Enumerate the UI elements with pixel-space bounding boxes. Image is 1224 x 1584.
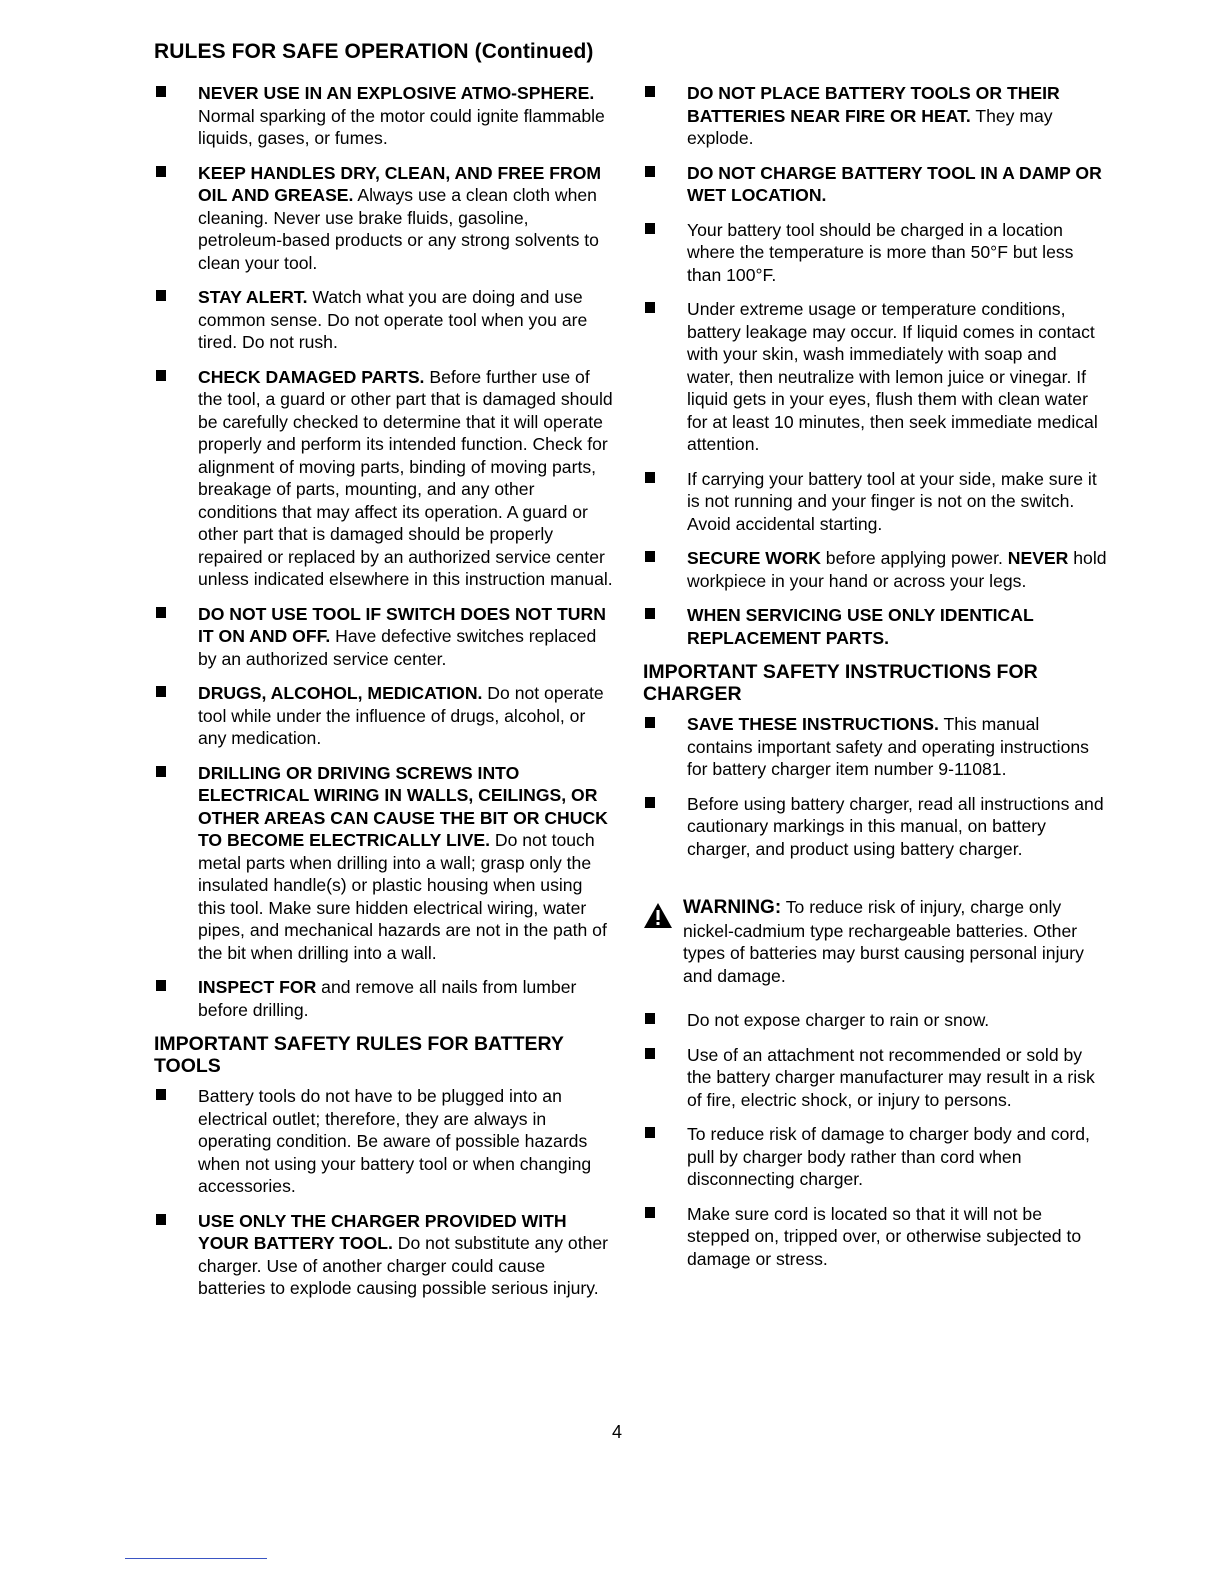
square-bullet-icon — [645, 302, 655, 313]
square-bullet-icon — [645, 717, 655, 728]
square-bullet-icon — [645, 1207, 655, 1218]
square-bullet-icon — [645, 166, 655, 177]
list-item — [643, 1044, 1108, 1112]
item-lead: SAVE THESE INSTRUCTIONS. — [687, 714, 939, 734]
list-item — [154, 286, 614, 354]
item-text: If carrying your battery tool at your side, make sure it is not running and your finger is not on the switch. Avoid accidental starting. — [687, 468, 1097, 534]
item-text: Always use a clean cloth when cleaning. Never use brake fluids, gasoline, petroleum-based products or any strong solvents to clean your tool. — [198, 185, 599, 273]
item-lead: WHEN SERVICING USE ONLY IDENTICAL REPLACEMENT PARTS. — [687, 605, 1034, 648]
square-bullet-icon — [156, 1214, 166, 1225]
list-item — [643, 468, 1108, 536]
square-bullet-icon — [645, 1048, 655, 1059]
left-column — [154, 82, 614, 1312]
square-bullet-icon — [156, 686, 166, 697]
item-text: Do not substitute any other charger. Use of another charger could cause batteries to explode causing possible serious injury. — [198, 1233, 609, 1298]
item-text: Make sure cord is located so that it will not be stepped on, tripped over, or otherwise subjected to damage or stress. — [687, 1203, 1082, 1269]
square-bullet-icon — [156, 86, 166, 97]
item-text: Your battery tool should be charged in a location where the temperature is more than 50°F but less than 100°F. — [687, 219, 1074, 285]
item-lead: STAY ALERT. — [198, 287, 308, 307]
list-item — [643, 1203, 1108, 1271]
square-bullet-icon — [156, 370, 166, 381]
list-item — [643, 1009, 1108, 1032]
battery-section-title: IMPORTANT SAFETY RULES FOR BATTERY TOOLS — [154, 1033, 564, 1077]
item-lead: KEEP HANDLES DRY, CLEAN, AND FREE FROM OIL AND GREASE. — [198, 162, 602, 205]
item-text: Use of an attachment not recommended or sold by the battery charger manufacturer may result in a risk of fire, electric shock, or injury to persons. — [687, 1044, 1095, 1110]
square-bullet-icon — [645, 472, 655, 483]
item-text: They may explode. — [687, 105, 1053, 148]
list-item — [643, 298, 1108, 456]
square-bullet-icon — [156, 607, 166, 618]
item-lead: DO NOT USE TOOL IF SWITCH DOES NOT TURN IT ON AND OFF. — [198, 603, 606, 646]
item-lead: DO NOT CHARGE BATTERY TOOL IN A DAMP OR WET LOCATION. — [687, 162, 1102, 205]
item-lead-secondary: NEVER — [1007, 548, 1069, 568]
item-text: and remove all nails from lumber before drilling. — [198, 977, 577, 1020]
item-lead: DRILLING OR DRIVING SCREWS INTO ELECTRICAL WIRING IN WALLS, CEILINGS, OR OTHER AREAS CAN CAUSE THE BIT OR CHUCK TO BECOME ELECTRICALLY LIVE. — [198, 762, 608, 850]
list-item — [154, 603, 614, 671]
list-item — [643, 793, 1108, 861]
square-bullet-icon — [156, 1089, 166, 1100]
item-text: Before further use of the tool, a guard or other part that is damaged should be carefully checked to determine that it will operate properly and perform its intended function. Check for alignment of moving parts, binding of moving parts, breakage of parts, mounting, and any other conditions that may affect its operation. A guard or other part that is damaged should be properly repaired or replaced by an authorized service center unless indicated elsewhere in this instruction manual. — [198, 366, 613, 589]
list-item — [154, 1210, 614, 1300]
list-item — [154, 366, 614, 591]
square-bullet-icon — [645, 1013, 655, 1024]
square-bullet-icon — [645, 86, 655, 97]
list-item — [643, 547, 1108, 592]
square-bullet-icon — [156, 980, 166, 991]
list-item — [643, 162, 1108, 207]
item-text: Under extreme usage or temperature conditions, battery leakage may occur. If liquid comes in contact with your skin, wash immediately with soap and water, then neutralize with lemon juice or vinegar. If liquid gets in your eyes, flush them with clean water for at least 10 minutes, then seek immediate medical attention. — [687, 299, 1098, 454]
page-number: 4 — [612, 1422, 623, 1442]
item-lead: DO NOT PLACE BATTERY TOOLS OR THEIR BATTERIES NEAR FIRE OR HEAT. — [687, 83, 1060, 126]
right-column — [643, 82, 1108, 1282]
list-item — [643, 713, 1108, 781]
list-item — [154, 162, 614, 275]
item-lead: USE ONLY THE CHARGER PROVIDED WITH YOUR BATTERY TOOL. — [198, 1210, 567, 1253]
square-bullet-icon — [645, 223, 655, 234]
square-bullet-icon — [156, 290, 166, 301]
list-item — [154, 762, 614, 965]
list-item — [643, 1123, 1108, 1191]
list-item — [643, 82, 1108, 150]
item-text: Watch what you are doing and use common sense. Do not operate tool when you are tired. Do not rush. — [198, 287, 588, 352]
warning-triangle-icon — [643, 902, 673, 929]
item-text: Normal sparking of the motor could ignite flammable liquids, gases, or fumes. — [198, 105, 605, 148]
item-text: Do not operate tool while under the influence of drugs, alcohol, or any medication. — [198, 683, 604, 748]
warning-label: WARNING: — [683, 897, 782, 918]
square-bullet-icon — [156, 766, 166, 777]
list-item — [154, 976, 614, 1021]
item-text: Before using battery charger, read all instructions and cautionary markings in this manual, on battery charger, and product using battery charger. — [687, 793, 1104, 859]
item-lead: INSPECT FOR — [198, 977, 317, 997]
warning-block — [643, 896, 1108, 987]
square-bullet-icon — [645, 797, 655, 808]
list-item — [643, 604, 1108, 649]
charger-section-title: IMPORTANT SAFETY INSTRUCTIONS FOR CHARGER — [643, 661, 1038, 705]
square-bullet-icon — [645, 551, 655, 562]
item-text-secondary: hold workpiece in your hand or across your legs. — [687, 548, 1107, 591]
page-heading: RULES FOR SAFE OPERATION (Continued) — [154, 40, 594, 63]
item-text: Have defective switches replaced by an authorized service center. — [198, 626, 597, 669]
item-lead: DRUGS, ALCOHOL, MEDICATION. — [198, 683, 483, 703]
warning-text: To reduce risk of injury, charge only nickel-cadmium type rechargeable batteries. Other types of batteries may burst causing personal injury and damage. — [683, 897, 1084, 986]
list-item — [154, 1085, 614, 1198]
item-text: Do not touch metal parts when drilling into a wall; grasp only the insulated handle(s) or plastic housing when using this tool. Make sure hidden electrical wiring, water pipes, and mechanical hazards are not in the path of the bit when drilling into a wall. — [198, 830, 607, 963]
item-text: To reduce risk of damage to charger body and cord, pull by charger body rather than cord when disconnecting charger. — [687, 1124, 1090, 1189]
list-item — [154, 682, 614, 750]
list-item — [154, 82, 614, 150]
square-bullet-icon — [645, 1127, 655, 1138]
square-bullet-icon — [645, 608, 655, 619]
footer-rule — [125, 1558, 267, 1559]
item-text: before applying power. — [820, 548, 1008, 568]
item-lead: CHECK DAMAGED PARTS. — [198, 366, 425, 387]
item-text: Do not expose charger to rain or snow. — [687, 1010, 990, 1030]
item-lead: SECURE WORK — [687, 548, 821, 568]
item-text: This manual contains important safety and operating instructions for battery charger item number 9-11081. — [687, 714, 1089, 779]
item-text: Battery tools do not have to be plugged into an electrical outlet; therefore, they are always in operating condition. Be aware of possible hazards when not using your battery tool or when changing accessories. — [198, 1086, 592, 1196]
square-bullet-icon — [156, 166, 166, 177]
list-item — [643, 219, 1108, 287]
item-lead: NEVER USE IN AN EXPLOSIVE ATMO-SPHERE. — [198, 83, 595, 103]
